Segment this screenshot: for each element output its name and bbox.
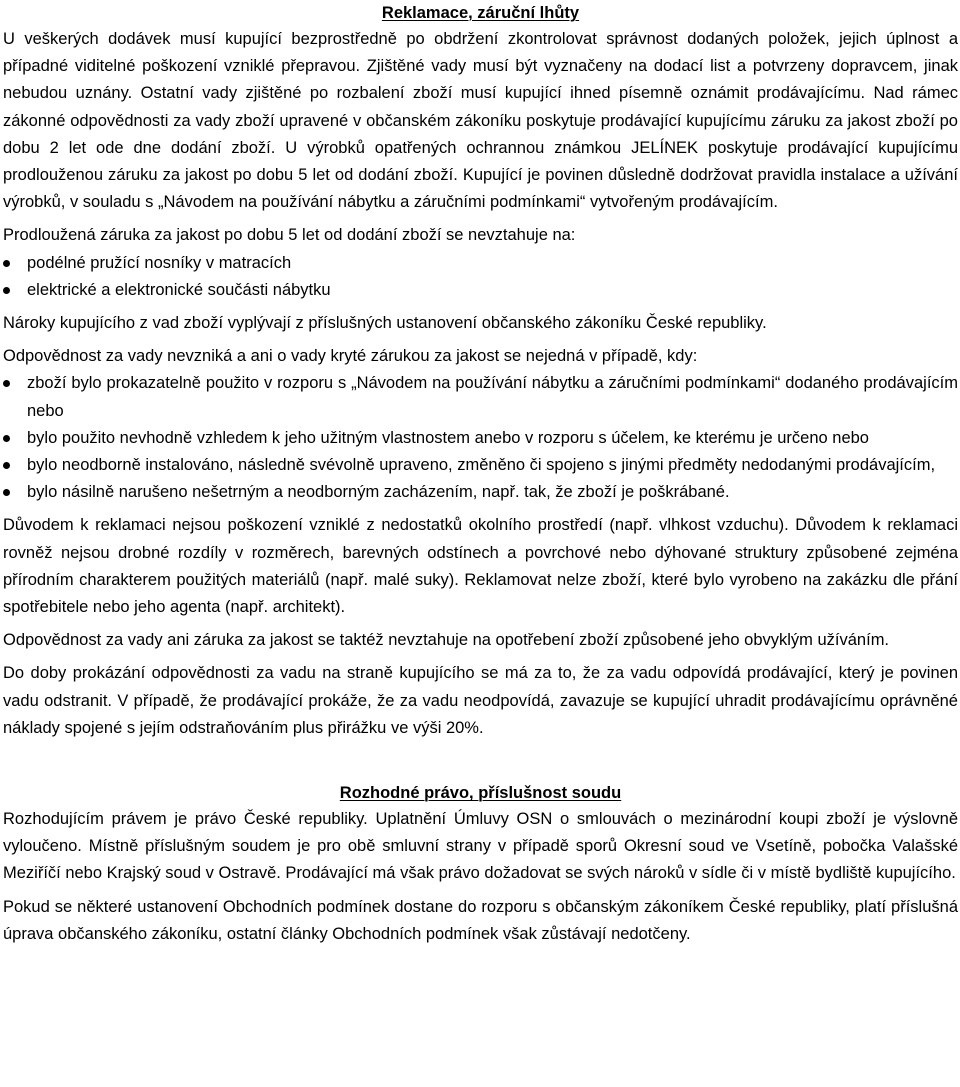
paragraph-claims-law: Nároky kupujícího z vad zboží vyplývají z příslušných ustanovení občanského zákoníku České republiky. (3, 314, 767, 333)
paragraph-complaint-exclusions: Důvodem k reklamaci nejsou poškození vzniklé z nedostatků okolního prostředí (např. vlhkost vzduchu). Důvodem k reklamaci rovněž nejsou drobné rozdíly v rozměrech, barevných odstínech a povrchové nebo dýhované struktury způsobené zejména přírodním charakterem použitých materiálů (např. malé suky). Reklamovat nelze zboží, které bylo vyrobeno na zakázku dle přání spotřebitele nebo jeho agenta (např. architekt). (3, 516, 958, 617)
paragraph-conflict-clause: Pokud se některé ustanovení Obchodních podmínek dostane do rozporu s občanským zákoníkem České republiky, platí příslušná úprava občanského zákoníku, ostatní články Obchodních podmínek však zůstávají nedotčeny. (3, 897, 958, 943)
bullet-icon (3, 380, 10, 387)
bullet-icon (3, 435, 10, 442)
bullet-icon (3, 462, 10, 469)
list-item (3, 370, 958, 424)
list-item (3, 277, 958, 304)
paragraph-wear-and-tear: Odpovědnost za vady ani záruka za jakost se taktéž nevztahuje na opotřebení zboží způsobené jeho obvyklým užíváním. (3, 631, 890, 650)
section-title-complaints: Reklamace, záruční lhůty (381, 4, 580, 22)
list-item-text: bylo použito nevhodně vzhledem k jeho užitným vlastnostem anebo v rozporu s účelem, ke kterému je určeno nebo (27, 428, 869, 447)
list-item-text: elektrické a elektronické součásti nábytku (27, 280, 331, 299)
section-title-governing-law: Rozhodné právo, příslušnost soudu (339, 784, 622, 803)
paragraph-governing-law: Rozhodujícím právem je právo České republiky. Uplatnění Úmluvy OSN o smlouvách o mezinárodní koupi zboží je výslovně vyloučeno. Místně příslušným soudem je pro obě smluvní strany v případě sporů Okresní soud ve Vsetíně, pobočka Valašské Meziříčí nebo Krajský soud v Ostravě. Prodávající má však právo dožadovat se svých nároků v sídle či v místě bydliště kupujícího. (3, 810, 958, 883)
paragraph-liability-intro: Odpovědnost za vady nevzniká a ani o vady kryté zárukou za jakost se nejedná v případě, kdy: (3, 347, 698, 366)
list-item-text: podélné pružící nosníky v matracích (27, 253, 292, 272)
list-item-text: zboží bylo prokazatelně použito v rozporu s „Návodem na používání nábytku a záručními podmínkami“ dodaného prodávajícím nebo (27, 374, 958, 420)
list-item (3, 250, 958, 277)
bullet-icon (3, 260, 10, 267)
paragraph-delivery-inspection: U veškerých dodávek musí kupující bezprostředně po obdržení zkontrolovat správnost dodaných položek, jejich úplnost a případné viditelné poškození vzniklé přepravou. Zjištěné vady musí být vyznačeny na dodací list a potvrzeny dopravcem, jinak nebudou uznány. Ostatní vady zjištěné po rozbalení zboží musí kupující ihned písemně oznámit prodávajícímu. Nad rámec zákonné odpovědnosti za vady zboží upravené v občanském zákoníku poskytuje prodávající kupujícímu záruku za jakost zboží po dobu 2 let ode dne dodání zboží. U výrobků opatřených ochrannou známkou JELÍNEK poskytuje prodávající kupujícímu prodlouženou záruku za jakost po dobu 5 let od dodání zboží. Kupující je povinen důsledně dodržovat pravidla instalace a užívání výrobků, v souladu s „Návodem na používání nábytku a záručními podmínkami“ vytvořeným prodávajícím. (3, 30, 958, 212)
list-item-text: bylo násilně narušeno nešetrným a neodborným zacházením, např. tak, že zboží je poškrábané. (27, 483, 730, 502)
conditions-list (3, 370, 958, 506)
list-item (3, 452, 958, 479)
paragraph-burden-of-proof: Do doby prokázání odpovědnosti za vadu na straně kupujícího se má za to, že za vadu odpovídá prodávající, který je povinen vadu odstranit. V případě, že prodávající prokáže, že za vadu neodpovídá, zavazuje se kupující uhradit prodávajícímu oprávněné náklady spojené s jejím odstraňováním plus přirážku ve výši 20%. (3, 664, 958, 737)
list-item-text: bylo neodborně instalováno, následně svévolně upraveno, změněno či spojeno s jinými předměty nedodanými prodávajícím, (27, 456, 936, 475)
list-item (3, 425, 958, 452)
paragraph-extended-warranty-intro: Prodloužená záruka za jakost po dobu 5 let od dodání zboží se nevztahuje na: (3, 226, 576, 245)
list-item (3, 479, 958, 506)
bullet-icon (3, 287, 10, 294)
bullet-icon (3, 489, 10, 496)
exclusions-list (3, 250, 958, 304)
